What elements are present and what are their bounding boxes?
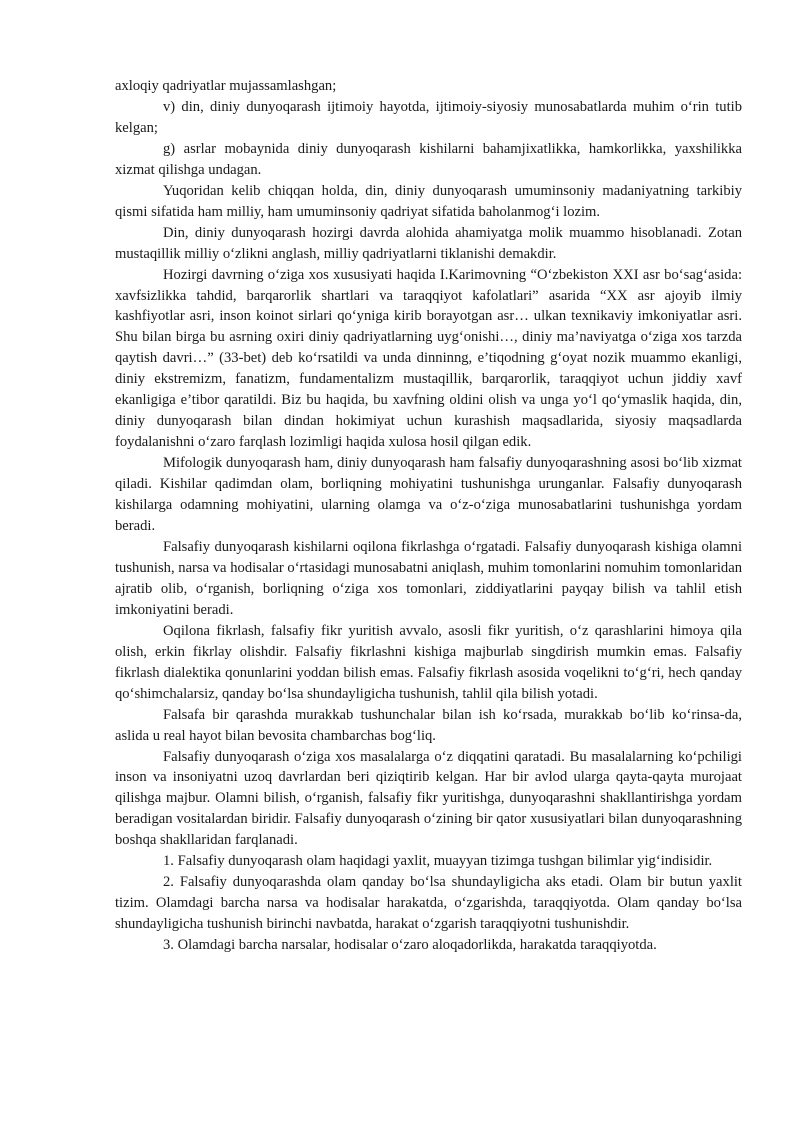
list-item-2: 2. Falsafiy dunyoqarashda olam qanday bo‘lsa shundayligicha aks etadi. Olam bir butun yaxlit tizim. Olamdagi barcha narsa va hodisalar harakatda, o‘zgarishda, taraqqiyotda. Olam qanday bo‘lsa shundayligicha tushunish birinchi navbatda, harakat o‘zgarish taraqqiyotni tushunishdir. <box>115 874 742 933</box>
paragraph-2: v) din, diniy dunyoqarash ijtimoiy hayotda, ijtimoiy-siyosiy munosabatlarda muhim o‘rin tutib kelgan; <box>115 98 742 136</box>
body-text <box>115 76 742 956</box>
paragraph-10: Falsafa bir qarashda murakkab tushunchalar bilan ish ko‘rsada, murakkab bo‘lib ko‘rinsa-da, aslida u real hayot bilan bevosita chambarchas bog‘liq. <box>115 706 742 744</box>
paragraph-9: Oqilona fikrlash, falsafiy fikr yuritish avvalo, asosli fikr yuritish, o‘z qarashlarini himoya qila olish, erkin fikrlay olishdir. Falsafiy fikrlashni kishiga majburlab singdirish mumkin emas. Falsafiy fikrlash dialektika qonunlarini yoddan bilish emas. Falsafiy fikrlash asosida voqelikni to‘g‘ri, hech qanday qo‘shimchalarsiz, qanday bo‘lsa shundayligicha tushunish, tahlil qila bilish yotadi. <box>115 622 742 702</box>
paragraph-5: Din, diniy dunyoqarash hozirgi davrda alohida ahamiyatga molik muammo hisoblanadi. Zotan mustaqillik milliy o‘zlikni anglash, milliy qadriyatlarni tiklanishi demakdir. <box>115 224 742 262</box>
list-item-3: 3. Olamdagi barcha narsalar, hodisalar o‘zaro aloqadorlikda, harakatda taraqqiyotda. <box>163 937 657 954</box>
list-item-1: 1. Falsafiy dunyoqarash olam haqidagi yaxlit, muayyan tizimga tushgan bilimlar yig‘indisidir. <box>163 853 713 870</box>
paragraph-6: Hozirgi davrning o‘ziga xos xususiyati haqida I.Karimovning “O‘zbekiston XXI asr bo‘sag‘asida: xavfsizlikka tahdid, barqarorlik shartlari va taraqqiyot kafolatlari” asarida “XX asr ajoyib ilmiy kashfiyotlar asri, inson koinot sirlari qo‘yniga kirib borayotgan asr… ulkan texnikaviy imkoniyatlar asri. Shu bilan birga bu asrning oxiri diniy qadriyatlarning uyg‘onishi…, diniy ma’naviyatga o‘ziga xos tarzda qaytish davri…” (33-bet) deb ko‘rsatildi va unda dinninng, e’tiqodning g‘oyat nozik muammo ekanligi, diniy ekstremizm, fanatizm, fundamentalizm mustaqillik, barqarorlik, taraqqiyot uchun jiddiy xavf ekanligiga e’tibor qaratildi. Biz bu haqida, bu xavfning oldini olish va unga yo‘l qo‘ymaslik haqida, din, diniy dunyoqarash bilan dindan hokimiyat uchun kurashish maqsadlarida, siyosiy maqsadlarda foydalanishni o‘zaro farqlash lozimligi haqida xulosa hosil qilgan edik. <box>115 266 742 451</box>
paragraph-7: Mifologik dunyoqarash ham, diniy dunyoqarash ham falsafiy dunyoqarashning asosi bo‘lib xizmat qiladi. Kishilar qadimdan olam, borliqning mohiyatini tushunishga urunganlar. Falsafiy dunyoqarash kishilarga odamning mohiyatini, ularning olamga va o‘z-o‘ziga munosabatlarini tushunishga yordam beradi. <box>115 455 742 535</box>
paragraph-1: axloqiy qadriyatlar mujassamlashgan; <box>115 78 337 94</box>
paragraph-11: Falsafiy dunyoqarash o‘ziga xos masalalarga o‘z diqqatini qaratadi. Bu masalalarning ko‘pchiligi inson va insoniyatni uzoq davrlardan beri qiziqtirib kelgan. Har bir avlod ularga qayta-qayta murojaat qilishga majbur. Olamni bilish, o‘rganish, falsafiy fikr yuritishga, dunyoqarashni shakllantirishga yordam beradigan vositalardan biridir. Falsafiy dunyoqarash o‘zining bir qator xususiyatlari bilan dunyoqarashning boshqa shakllaridan farqlanadi. <box>115 748 742 849</box>
paragraph-8: Falsafiy dunyoqarash kishilarni oqilona fikrlashga o‘rgatadi. Falsafiy dunyoqarash kishiga olamni tushunish, narsa va hodisalar o‘rtasidagi munosabatni aniqlash, muhim tomonlarini nomuhim tomonlaridan ajratib olib, o‘rganish, borliqning o‘ziga xos tomonlari, ziddiyatlarini payqay bilish va tahlil etish imkoniyatini beradi. <box>115 538 742 618</box>
paragraph-4: Yuqoridan kelib chiqqan holda, din, diniy dunyoqarash umuminsoniy madaniyatning tarkibiy qismi sifatida ham milliy, ham umuminsoniy qadriyat sifatida baholanmog‘i lozim. <box>115 182 742 220</box>
paragraph-3: g) asrlar mobaynida diniy dunyoqarash kishilarni bahamjixatlikka, hamkorlikka, yaxshilikka xizmat qilishga undagan. <box>115 140 742 178</box>
